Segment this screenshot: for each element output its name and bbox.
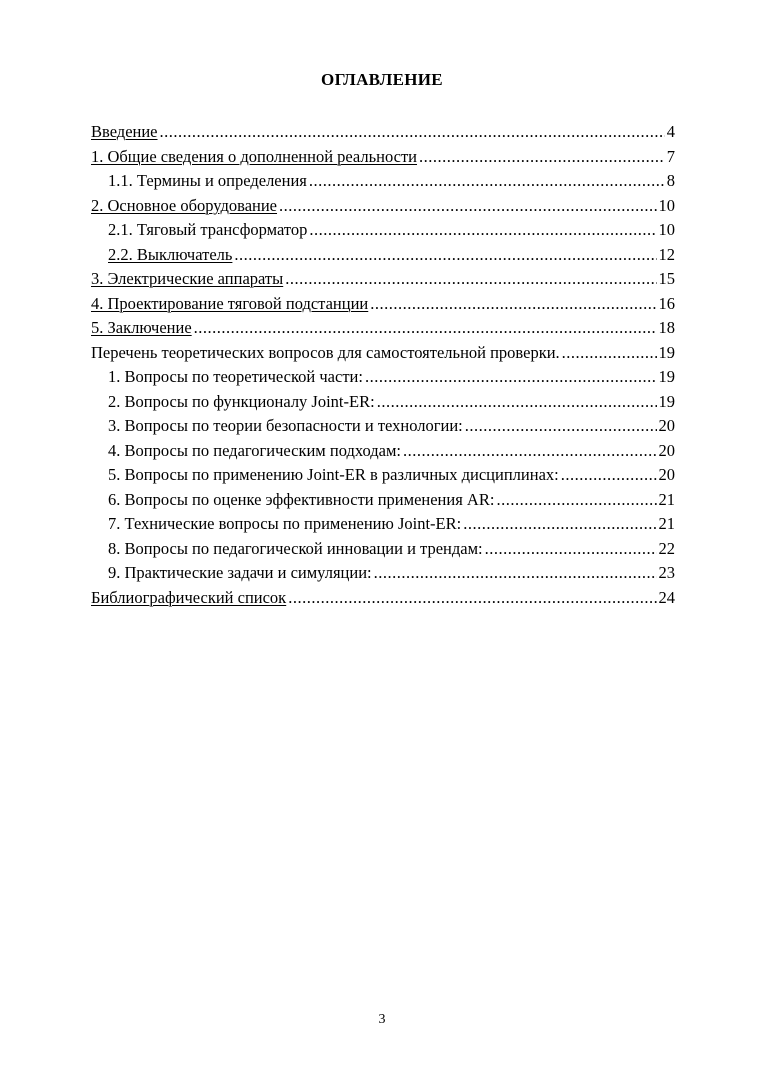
toc-entry-page: 10 <box>658 195 675 215</box>
toc-dot-leader <box>285 267 656 292</box>
toc-entry-title: 5. Заключение <box>91 318 192 337</box>
toc-entry-page: 20 <box>658 416 675 435</box>
toc-entry-title: 1.1. Термины и определения <box>108 171 307 190</box>
toc-entry-title: 3. Электрические аппараты <box>91 269 284 288</box>
toc-entry-title: 4. Проектирование тяговой подстанции <box>91 293 369 313</box>
toc-entry[interactable] <box>91 537 675 562</box>
toc-entry-title: Перечень теоретических вопросов для самостоятельной проверки. <box>91 342 560 362</box>
toc-entry[interactable] <box>91 365 675 390</box>
toc-entry-title: Библиографический список <box>91 587 287 607</box>
toc-entry-page: 20 <box>658 465 675 484</box>
toc-dot-leader <box>403 439 656 464</box>
toc-entry[interactable] <box>91 218 675 243</box>
toc-entry-page: 19 <box>658 367 675 386</box>
toc-entry-title: 2. Основное оборудование <box>91 195 278 215</box>
toc-entry-title: Введение <box>91 122 158 141</box>
toc-dot-leader <box>377 390 657 415</box>
toc-dot-leader <box>288 586 656 611</box>
toc-entry-page: 15 <box>658 269 675 288</box>
toc-entry[interactable] <box>91 267 675 292</box>
toc-dot-leader <box>465 414 657 439</box>
toc-entry-title: 1. Общие сведения о дополненной реальности <box>91 146 418 166</box>
toc-dot-leader <box>194 316 657 341</box>
toc-entry-title: 4. Вопросы по педагогическим подходам: <box>108 440 402 460</box>
toc-entry[interactable] <box>91 390 675 415</box>
toc-entry-title: 7. Технические вопросы по применению Joint-ER: <box>108 514 462 533</box>
toc-entry[interactable] <box>91 463 675 488</box>
toc-dot-leader <box>309 218 656 243</box>
toc-entry-title: 5. Вопросы по применению Joint-ER в различных дисциплинах: <box>108 465 559 484</box>
toc-dot-leader <box>374 561 657 586</box>
toc-entry-title: 8. Вопросы по педагогической инновации и трендам: <box>108 538 483 558</box>
toc-entry-title: 2.2. Выключатель <box>108 244 233 264</box>
toc-dot-leader <box>365 365 657 390</box>
toc-entry-page: 22 <box>658 538 675 558</box>
page-number: 3 <box>378 1012 386 1027</box>
toc-entry-page: 24 <box>658 587 675 607</box>
toc-entry-title: 1. Вопросы по теоретической части: <box>108 367 363 386</box>
toc-entry-page: 8 <box>666 171 675 190</box>
toc-entry[interactable] <box>91 488 675 513</box>
toc-entry[interactable] <box>91 194 675 219</box>
toc-entry[interactable] <box>91 316 675 341</box>
toc-entry-page: 21 <box>658 489 675 509</box>
toc-entry-page: 7 <box>666 146 675 166</box>
toc-dot-leader <box>160 120 665 145</box>
toc-entry-title: 6. Вопросы по оценке эффективности применения AR: <box>108 489 495 509</box>
toc-entry[interactable] <box>91 292 675 317</box>
toc-dot-leader <box>309 169 665 194</box>
toc-entry-title: 3. Вопросы по теории безопасности и технологии: <box>108 416 463 435</box>
toc-dot-leader <box>370 292 656 317</box>
toc-dot-leader <box>279 194 656 219</box>
toc-entry[interactable] <box>91 169 675 194</box>
toc-entry-page: 19 <box>658 342 675 362</box>
toc-entry-page: 18 <box>658 318 675 337</box>
toc-entry-page: 20 <box>658 440 675 460</box>
toc-heading: ОГЛАВЛЕНИЕ <box>321 70 443 89</box>
toc-entry[interactable] <box>91 439 675 464</box>
toc-dot-leader <box>463 512 656 537</box>
toc-dot-leader <box>234 243 656 268</box>
toc-dot-leader <box>419 145 665 170</box>
toc-entry-page: 21 <box>658 514 675 533</box>
toc-entry-title: 2. Вопросы по функционалу Joint-ER: <box>108 391 375 411</box>
toc-entry[interactable] <box>91 586 675 611</box>
toc-entry-page: 19 <box>658 391 675 411</box>
toc-entry[interactable] <box>91 341 675 366</box>
toc-entry[interactable] <box>91 120 675 145</box>
toc-dot-leader <box>485 537 657 562</box>
toc-entry-page: 23 <box>658 563 675 582</box>
toc-entry-page: 16 <box>658 293 675 313</box>
toc-entry-page: 4 <box>666 122 675 141</box>
toc-entry[interactable] <box>91 414 675 439</box>
toc-entry-title: 2.1. Тяговый трансформатор <box>108 220 308 239</box>
toc-dot-leader <box>496 488 656 513</box>
toc-entry[interactable] <box>91 561 675 586</box>
toc-dot-leader <box>562 341 657 366</box>
toc-entry[interactable] <box>91 243 675 268</box>
toc-entry[interactable] <box>91 512 675 537</box>
toc-entry[interactable] <box>91 145 675 170</box>
toc-dot-leader <box>561 463 657 488</box>
toc-entry-page: 12 <box>658 244 675 264</box>
toc-entry-title: 9. Практические задачи и симуляции: <box>108 563 372 582</box>
table-of-contents <box>91 120 675 610</box>
toc-entry-page: 10 <box>658 220 675 239</box>
